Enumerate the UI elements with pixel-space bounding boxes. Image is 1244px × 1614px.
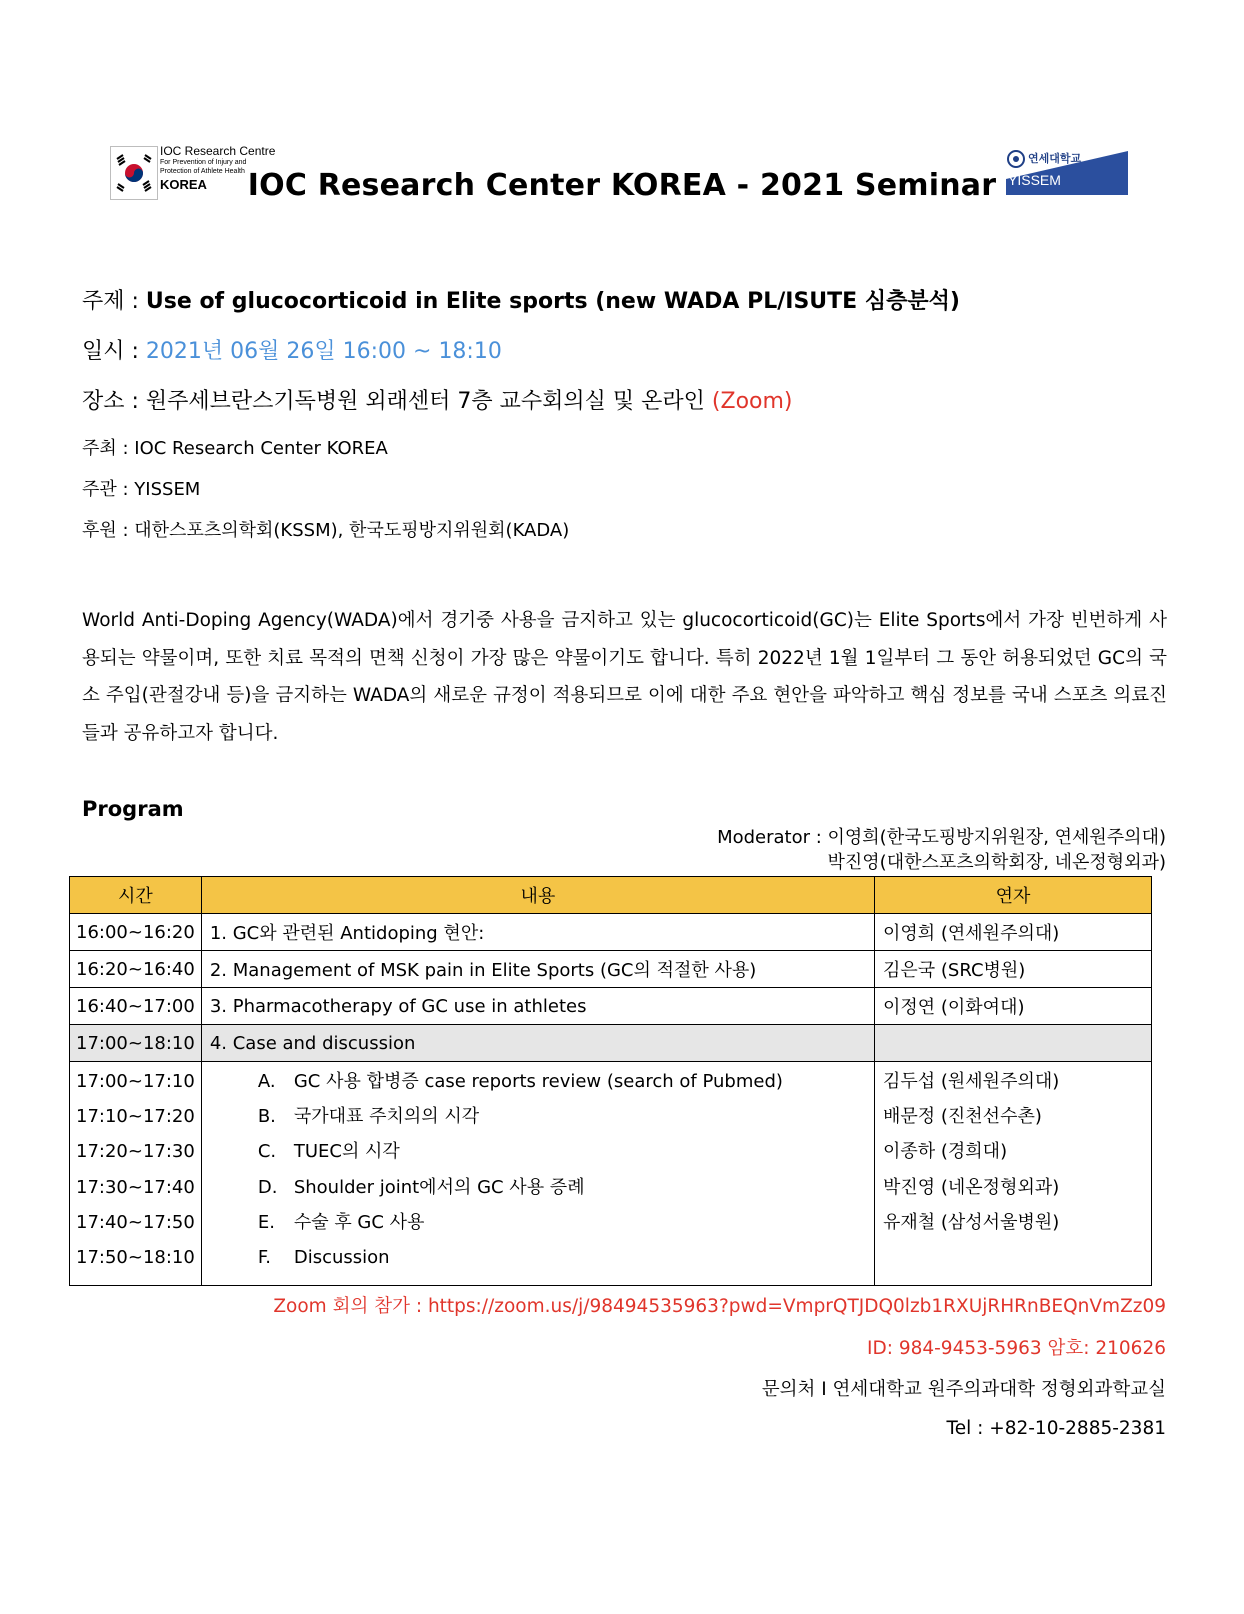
moderator-line-2: 박진영(대한스포츠의학회장, 네온정형외과) — [827, 852, 1166, 873]
row-time: 16:40~17:00 — [70, 988, 202, 1025]
sub-item — [210, 1138, 866, 1173]
date-value: 2021년 06월 26일 16:00 ~ 18:10 — [145, 339, 502, 364]
sub-letter: E. — [257, 1211, 275, 1233]
sub-content: Shoulder joint에서의 GC 사용 증례 — [293, 1176, 585, 1198]
tel-line: Tel : +82-10-2885-2381 — [946, 1418, 1166, 1439]
intro-paragraph: World Anti-Doping Agency(WADA)에서 경기중 사용을 금지하고 있는 glucocorticoid(GC)는 Elite Sports에서 가장 빈번하게 사용되는 약물이며, 또한 치료 목적의 면책 신청이 가장 많은 약물이기도 합니다. 특히 2022년 1월 1일부터 그 동안 허용되었던 GC의 국소 주입(관절강내 등)을 금지하는 WADA의 새로운 규정이 적용되므로 이에 대한 주요 현안을 파악하고 핵심 정보를 국내 스포츠 의료진들과 공유하고자 합니다. — [82, 610, 1167, 744]
sub-item — [210, 1103, 866, 1138]
place-zoom: (Zoom) — [711, 389, 793, 414]
sub-speaker: 배문정 (진천선수촌) — [883, 1106, 1042, 1128]
host-line: 주최 : IOC Research Center KOREA — [82, 438, 388, 459]
sub-time: 17:10~17:20 — [76, 1106, 195, 1128]
moderator-block — [717, 825, 1166, 875]
topic-value: Use of glucocorticoid in Elite sports (new WADA PL/ISUTE 심층분석) — [145, 289, 960, 314]
row-content: 1. GC와 관련된 Antidoping 현안: — [201, 914, 874, 951]
sub-item — [210, 1068, 866, 1103]
row-speaker: 이영희 (연세원주의대) — [875, 914, 1152, 951]
sub-item — [210, 1174, 866, 1209]
header-speaker: 연자 — [875, 877, 1152, 914]
yissem-logo-text: YISSEM — [1008, 172, 1061, 188]
sub-item — [210, 1209, 866, 1244]
ioc-logo-line4: KOREA — [160, 177, 207, 192]
row-time: 16:00~16:20 — [70, 914, 202, 951]
sub-speaker: 유재철 (삼성서울병원) — [883, 1211, 1060, 1233]
table-row-subsessions — [70, 1062, 1152, 1286]
program-heading: Program — [82, 797, 184, 821]
zoom-id-password: ID: 984-9453-5963 암호: 210626 — [867, 1338, 1166, 1359]
page-title: IOC Research Center KOREA - 2021 Seminar — [247, 168, 997, 203]
place-line — [82, 384, 793, 415]
sub-time: 17:50~18:10 — [76, 1246, 195, 1268]
table-row — [70, 988, 1152, 1025]
organizer-line: 주관 : YISSEM — [82, 479, 201, 500]
zoom-link[interactable]: Zoom 회의 참가 : https://zoom.us/j/98494535963?pwd=VmprQTJDQ0lzb1RXUjRHRnBEQnVmZz09 — [273, 1296, 1166, 1317]
row-speaker — [875, 1025, 1152, 1062]
sub-content: GC 사용 합병증 case reports review (search of Pubmed) — [293, 1071, 783, 1092]
sub-speaker: 김두섭 (원세원주의대) — [883, 1071, 1060, 1092]
table-header-row — [70, 877, 1152, 914]
sub-content: 국가대표 주치의의 시각 — [293, 1106, 480, 1128]
subsession-times — [70, 1062, 202, 1286]
sub-speaker: 박진영 (네온정형외과) — [883, 1176, 1060, 1198]
sub-time: 17:00~17:10 — [76, 1071, 195, 1092]
subsession-speakers — [875, 1062, 1152, 1286]
table-row — [70, 951, 1152, 988]
date-label: 일시 : — [82, 339, 146, 364]
ioc-logo-line2: For Prevention of Injury and — [160, 159, 247, 166]
program-table — [69, 876, 1152, 1286]
sponsor-line: 후원 : 대한스포츠의학회(KSSM), 한국도핑방지위원회(KADA) — [82, 520, 570, 541]
sub-time: 17:20~17:30 — [76, 1141, 195, 1163]
row-content: 3. Pharmacotherapy of GC use in athletes — [201, 988, 874, 1025]
place-label: 장소 : — [82, 389, 146, 414]
place-value: 원주세브란스기독병원 외래센터 7층 교수회의실 및 온라인 — [145, 389, 712, 414]
ioc-logo-line3: Protection of Athlete Health — [160, 168, 245, 175]
row-content: 4. Case and discussion — [201, 1025, 874, 1062]
sub-speaker: 이종하 (경희대) — [883, 1141, 1008, 1163]
contact-line: 문의처 I 연세대학교 원주의과대학 정형외과학교실 — [761, 1379, 1166, 1400]
sub-letter: F. — [257, 1246, 272, 1268]
sub-time: 17:40~17:50 — [76, 1211, 195, 1233]
topic-line — [82, 284, 960, 315]
table-row — [70, 914, 1152, 951]
sub-item — [210, 1244, 866, 1279]
yonsei-yissem-logo — [1006, 149, 1128, 197]
row-content: 2. Management of MSK pain in Elite Sports (GC의 적절한 사용) — [201, 951, 874, 988]
header-time: 시간 — [70, 877, 202, 914]
header-content: 내용 — [201, 877, 874, 914]
sub-letter: B. — [257, 1106, 276, 1128]
sub-content: 수술 후 GC 사용 — [293, 1211, 425, 1233]
row-speaker: 김은국 (SRC병원) — [875, 951, 1152, 988]
row-time: 17:00~18:10 — [70, 1025, 202, 1062]
yonsei-logo-name: 연세대학교 — [1028, 152, 1082, 165]
row-speaker: 이정연 (이화여대) — [875, 988, 1152, 1025]
table-row-case-discussion — [70, 1025, 1152, 1062]
sub-content: TUEC의 시각 — [293, 1141, 400, 1163]
row-time: 16:20~16:40 — [70, 951, 202, 988]
sub-letter: D. — [257, 1176, 278, 1198]
sub-speaker — [883, 1244, 1143, 1279]
sub-content: Discussion — [293, 1246, 390, 1268]
sub-time: 17:30~17:40 — [76, 1176, 195, 1198]
sub-letter: C. — [257, 1141, 277, 1163]
subsession-contents — [201, 1062, 874, 1286]
date-line — [82, 334, 502, 365]
ioc-logo-line1: IOC Research Centre — [160, 144, 276, 158]
sub-letter: A. — [257, 1071, 276, 1092]
topic-label: 주제 : — [82, 289, 146, 314]
moderator-line-1: Moderator : 이영희(한국도핑방지위원장, 연세원주의대) — [717, 827, 1166, 848]
